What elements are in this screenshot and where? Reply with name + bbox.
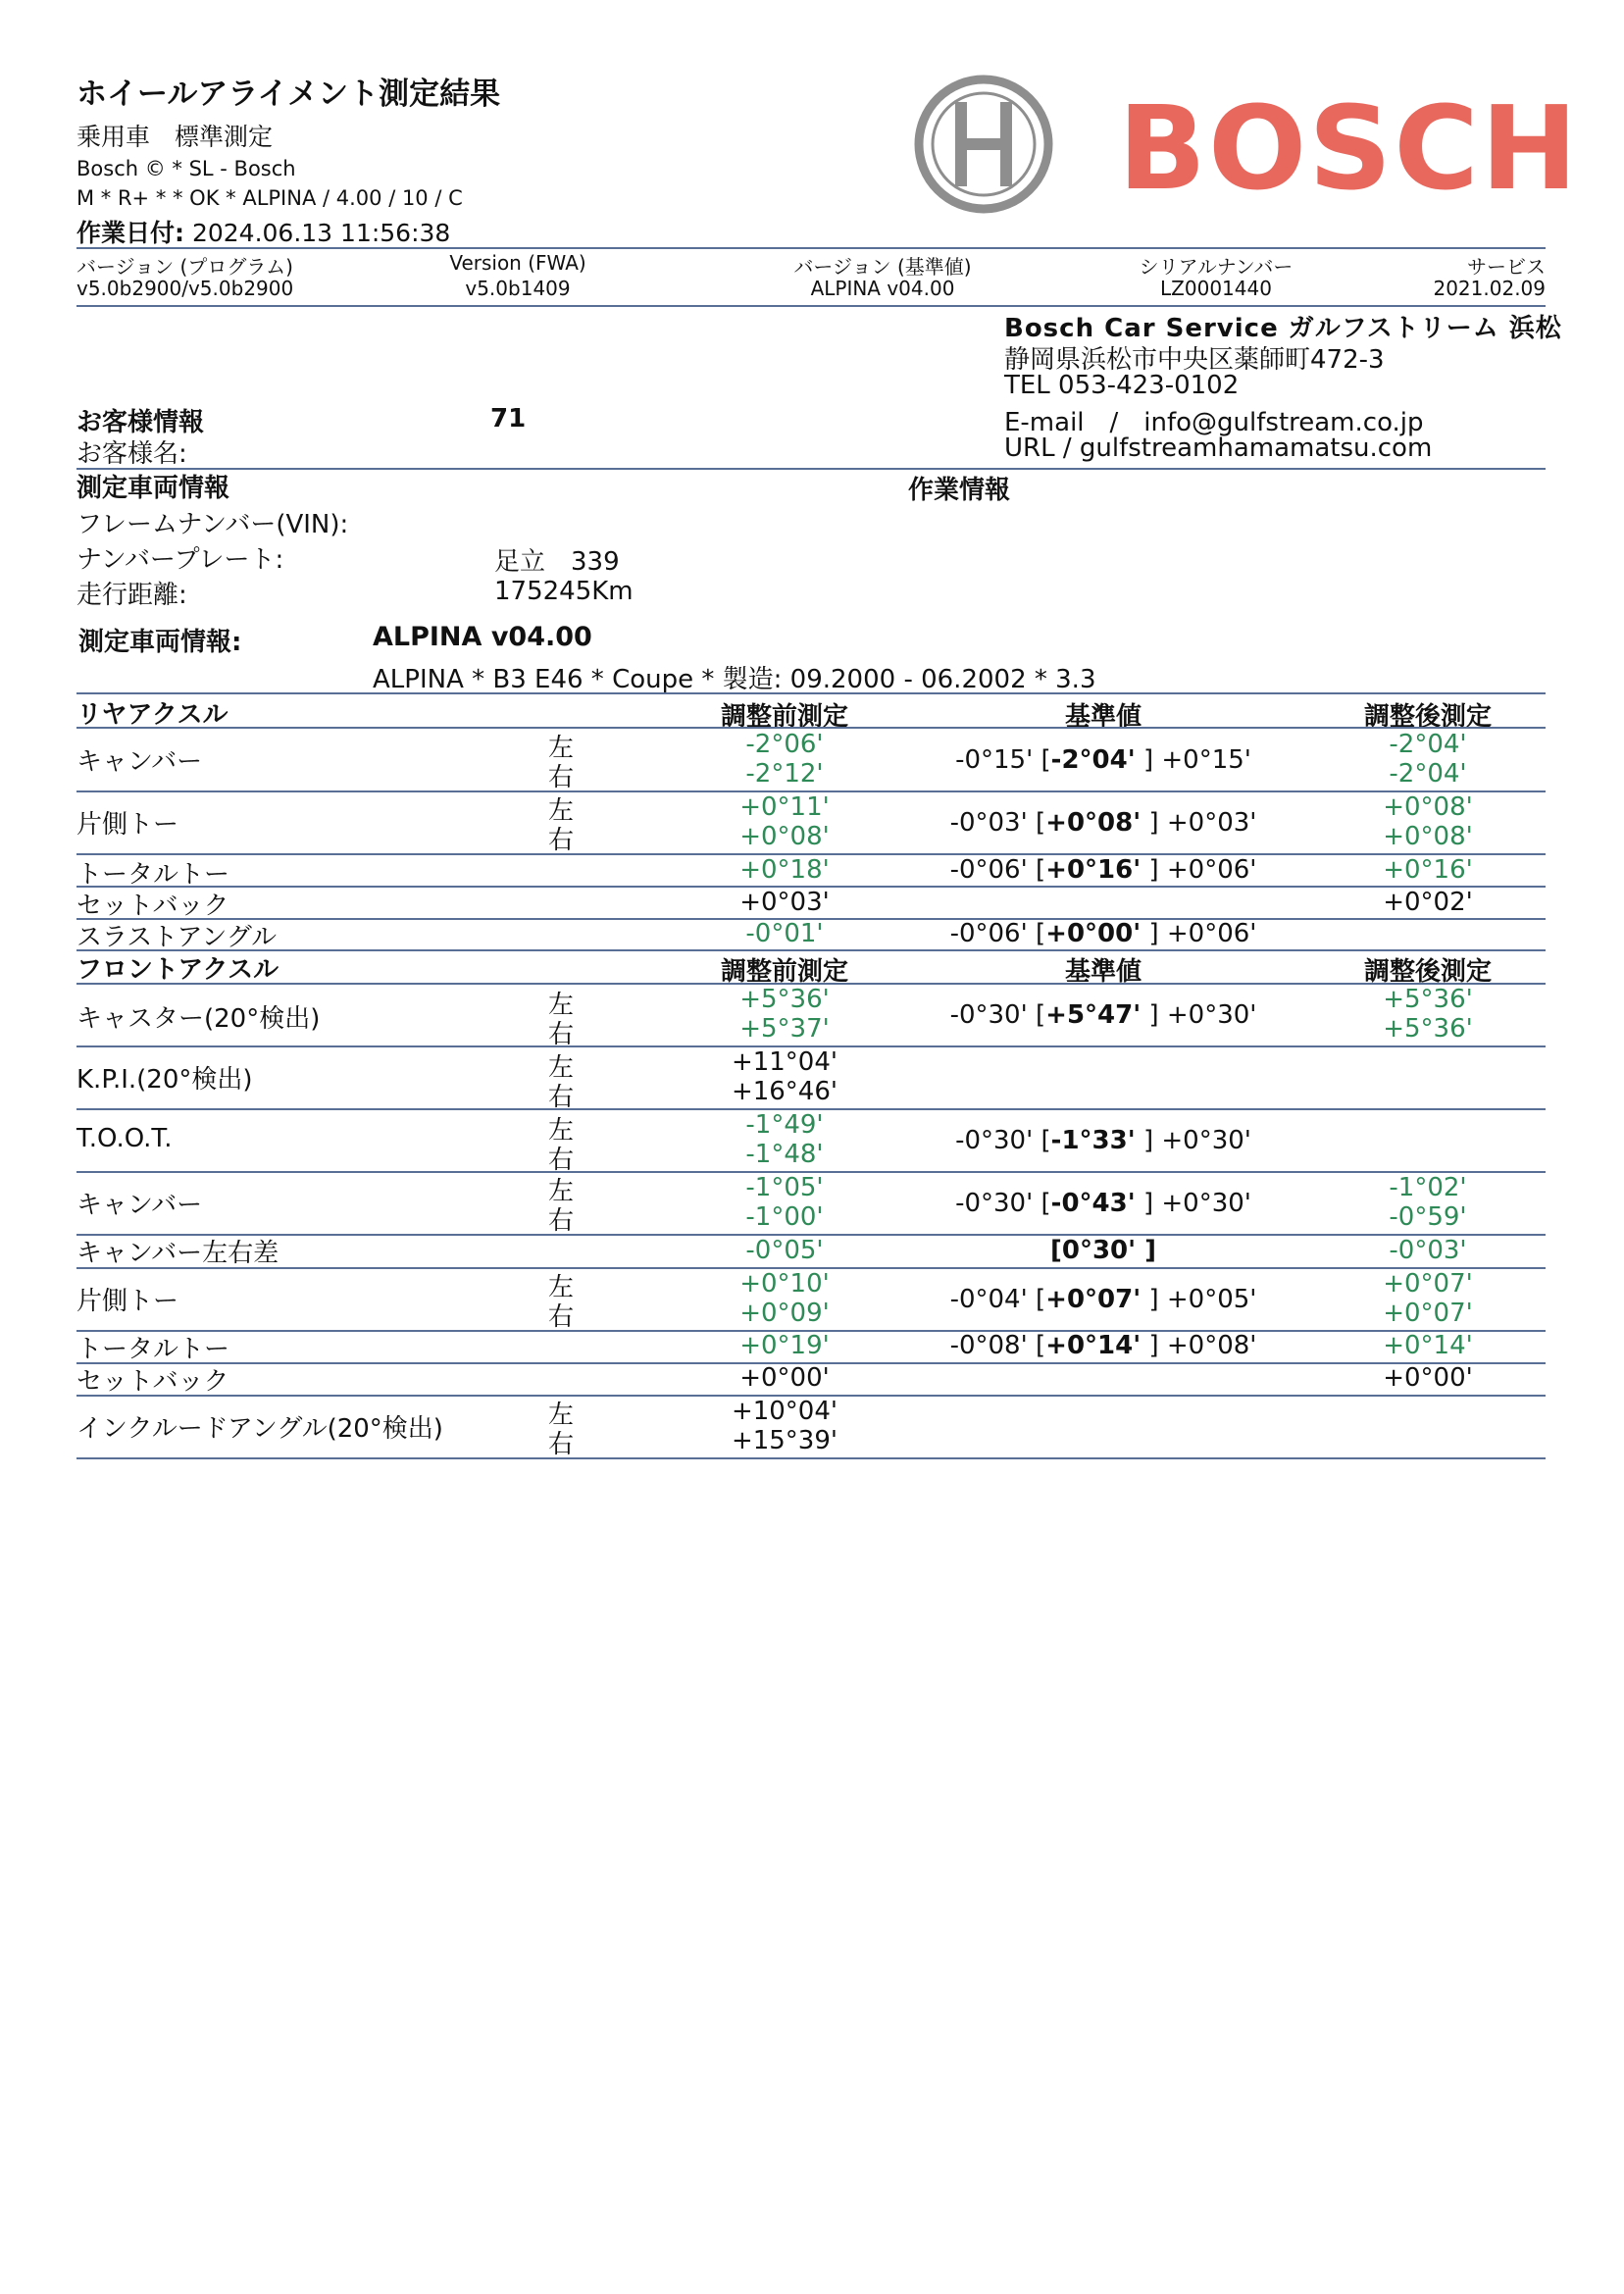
version-program-value: v5.0b2900/v5.0b2900 <box>76 277 294 300</box>
pre-value: -0°05' <box>745 1236 824 1265</box>
ref-range <box>917 745 1290 775</box>
row-name: インクルードアングル(20°検出) <box>76 1414 443 1444</box>
version-fwa-value: v5.0b1409 <box>465 277 571 300</box>
version-ref-value: ALPINA v04.00 <box>810 277 955 300</box>
front-axle-title: フロントアクスル <box>76 955 279 985</box>
divider <box>76 727 1546 729</box>
col-pre-header: 調整前測定 <box>720 702 848 732</box>
post-left: +5°36' <box>1383 985 1473 1014</box>
post-value: +0°14' <box>1383 1331 1473 1360</box>
ref-max: ] +0°30' <box>1135 1189 1251 1218</box>
vehicle-db-label: 測定車両情報: <box>78 628 242 657</box>
side-right: 右 <box>547 763 574 792</box>
post-left: -2°04' <box>1389 730 1467 759</box>
ref-range <box>917 808 1290 838</box>
ref-range <box>917 1285 1290 1314</box>
pre-left: +0°11' <box>739 792 830 822</box>
row-name: キャンバー <box>76 747 203 777</box>
shop-address: 静岡県浜松市中央区薬師町472-3 <box>1004 345 1385 375</box>
row-name: セットバック <box>76 892 229 921</box>
customer-info-value: 71 <box>490 404 527 433</box>
row-name: セットバック <box>76 1367 229 1397</box>
side-left: 左 <box>547 1401 574 1430</box>
row-name: スラストアングル <box>76 923 278 952</box>
side-left: 左 <box>547 796 574 826</box>
pre-value: +0°19' <box>739 1331 830 1360</box>
version-program-label: バージョン (プログラム) <box>76 255 293 279</box>
ref-nominal: +5°47' <box>1045 1000 1142 1030</box>
pre-left: +0°10' <box>739 1269 830 1299</box>
ref-nominal: +0°16' <box>1045 855 1142 885</box>
post-right: -0°59' <box>1389 1202 1467 1232</box>
version-fwa-label: Version (FWA) <box>449 251 586 275</box>
ref-nominal: -2°04' <box>1050 745 1136 775</box>
side-right: 右 <box>547 1146 574 1175</box>
pre-right: -1°48' <box>745 1140 824 1169</box>
ref-max: ] +0°03' <box>1141 808 1257 838</box>
col-pre-header: 調整前測定 <box>720 957 848 987</box>
ref-max: ] +0°15' <box>1135 745 1251 775</box>
ref-range <box>917 1189 1290 1218</box>
post-right: +5°36' <box>1383 1014 1473 1044</box>
ref-min: -0°30' [ <box>955 1189 1051 1218</box>
side-left: 左 <box>547 1177 574 1206</box>
divider <box>76 692 1546 694</box>
divider <box>76 468 1546 470</box>
ref-max: ] +0°06' <box>1141 855 1257 885</box>
col-ref-header: 基準値 <box>1064 702 1142 732</box>
col-ref-header: 基準値 <box>1064 957 1142 987</box>
ref-min: -0°03' [ <box>949 808 1046 838</box>
side-left: 左 <box>547 991 574 1020</box>
col-post-header: 調整後測定 <box>1363 957 1492 987</box>
customer-info-label: お客様情報 <box>76 408 205 437</box>
ref-nominal: +0°14' <box>1045 1331 1142 1360</box>
ref-max: ] +0°05' <box>1141 1285 1257 1314</box>
post-value: +0°16' <box>1383 855 1473 885</box>
ref-range <box>917 1331 1290 1360</box>
side-right: 右 <box>547 1302 574 1332</box>
shop-url: URL / gulfstreamhamamatsu.com <box>1004 433 1433 463</box>
ref-min: -0°04' [ <box>949 1285 1046 1314</box>
post-left: +0°07' <box>1383 1269 1473 1299</box>
work-date-value: 2024.06.13 11:56:38 <box>191 219 451 247</box>
report-title: ホイールアライメント測定結果 <box>76 76 501 112</box>
side-right: 右 <box>547 826 574 855</box>
ref-nominal: +0°07' <box>1045 1285 1142 1314</box>
post-value: +0°00' <box>1383 1363 1473 1393</box>
serial-value: LZ0001440 <box>1160 277 1272 300</box>
mileage-label: 走行距離: <box>76 581 187 610</box>
post-right: -2°04' <box>1389 759 1467 789</box>
ref-nominal: +0°08' <box>1045 808 1142 838</box>
pre-left: +11°04' <box>731 1047 838 1077</box>
pre-right: +16°46' <box>731 1077 838 1106</box>
ref-max: ] +0°30' <box>1141 1000 1257 1030</box>
col-post-header: 調整後測定 <box>1363 702 1492 732</box>
pre-right: -1°00' <box>745 1202 824 1232</box>
bosch-armature-icon <box>912 73 1055 216</box>
ref-min: -0°30' [ <box>949 1000 1046 1030</box>
rear-axle-title: リヤアクスル <box>76 700 228 730</box>
pre-left: +10°04' <box>731 1397 838 1426</box>
post-left: -1°02' <box>1389 1173 1467 1202</box>
divider <box>76 247 1546 249</box>
pre-right: +15°39' <box>731 1426 838 1455</box>
row-name: 片側トー <box>76 810 179 840</box>
ref-range <box>917 1000 1290 1030</box>
pre-right: -2°12' <box>745 759 824 789</box>
side-left: 左 <box>547 1273 574 1302</box>
serial-label: シリアルナンバー <box>1139 255 1294 279</box>
row-name: K.P.I.(20°検出) <box>76 1065 253 1095</box>
pre-value: +0°03' <box>739 888 830 917</box>
work-date-label: 作業日付: <box>76 219 184 247</box>
ref-max: ] +0°08' <box>1141 1331 1257 1360</box>
ref-max: ] +0°30' <box>1135 1126 1251 1155</box>
ref-max: ] +0°06' <box>1141 919 1257 948</box>
pre-value: +0°00' <box>739 1363 830 1393</box>
vehicle-db-value: ALPINA v04.00 <box>373 622 592 652</box>
row-name: キャスター(20°検出) <box>76 1004 321 1034</box>
service-value: 2021.02.09 <box>1433 277 1546 300</box>
pre-left: -2°06' <box>745 730 824 759</box>
ref-min: -0°06' [ <box>949 919 1046 948</box>
pre-value: -0°01' <box>745 919 824 948</box>
row-name: T.O.O.T. <box>76 1124 173 1153</box>
divider <box>76 305 1546 307</box>
divider <box>76 1457 1546 1459</box>
pre-value: +0°18' <box>739 855 830 885</box>
work-info-label: 作業情報 <box>908 476 1011 505</box>
vehicle-model: ALPINA * B3 E46 * Coupe * 製造: 09.2000 - 06.2002 * 3.3 <box>373 665 1096 694</box>
customer-name-label: お客様名: <box>76 439 187 469</box>
ref-range <box>917 919 1290 948</box>
shop-tel: TEL 053-423-0102 <box>1004 371 1240 400</box>
post-left: +0°08' <box>1383 792 1473 822</box>
ref-min: -0°08' [ <box>949 1331 1046 1360</box>
ref-range <box>917 855 1290 885</box>
pre-right: +0°09' <box>739 1299 830 1328</box>
row-name: トータルトー <box>76 1335 230 1364</box>
work-date <box>76 214 450 249</box>
shop-email: E-mail / info@gulfstream.co.jp <box>1004 408 1424 437</box>
brand-logo-text: BOSCH <box>1118 80 1580 216</box>
ref-nominal: -1°33' <box>1050 1126 1136 1155</box>
post-value: +0°02' <box>1383 888 1473 917</box>
ref-nominal: -0°43' <box>1050 1189 1136 1218</box>
side-right: 右 <box>547 1083 574 1112</box>
plate-label: ナンバープレート: <box>76 545 284 575</box>
ref-min: -0°30' [ <box>955 1126 1051 1155</box>
side-right: 右 <box>547 1430 574 1459</box>
vin-label: フレームナンバー(VIN): <box>76 510 349 539</box>
ref-min: -0°15' [ <box>955 745 1051 775</box>
plate-value: 足立 339 <box>494 547 620 577</box>
ref-range: [0°30' ] <box>1049 1236 1157 1265</box>
pre-right: +5°37' <box>739 1014 830 1044</box>
ref-min: -0°06' [ <box>949 855 1046 885</box>
side-left: 左 <box>547 1053 574 1083</box>
row-name: 片側トー <box>76 1287 179 1316</box>
side-left: 左 <box>547 1116 574 1146</box>
status-line: M * R+ * * OK * ALPINA / 4.00 / 10 / C <box>76 186 463 210</box>
mileage-value: 175245Km <box>494 577 634 606</box>
ref-range <box>917 1126 1290 1155</box>
side-right: 右 <box>547 1020 574 1049</box>
vehicle-section-label: 測定車両情報 <box>76 474 230 503</box>
shop-name: Bosch Car Service ガルフストリーム 浜松 <box>1004 314 1562 343</box>
pre-right: +0°08' <box>739 822 830 851</box>
side-left: 左 <box>547 734 574 763</box>
service-label: サービス <box>1467 255 1546 279</box>
ref-nominal: +0°00' <box>1045 919 1142 948</box>
post-right: +0°08' <box>1383 822 1473 851</box>
pre-left: -1°49' <box>745 1110 824 1140</box>
side-right: 右 <box>547 1206 574 1236</box>
row-name: トータルトー <box>76 860 230 890</box>
row-name: キャンバー <box>76 1191 203 1220</box>
system-line: Bosch © * SL - Bosch <box>76 157 296 180</box>
report-subtitle: 乗用車 標準測定 <box>76 123 274 151</box>
pre-left: +5°36' <box>739 985 830 1014</box>
row-name: キャンバー左右差 <box>76 1239 279 1268</box>
post-right: +0°07' <box>1383 1299 1473 1328</box>
version-ref-label: バージョン (基準値) <box>793 255 972 279</box>
post-value: -0°03' <box>1389 1236 1467 1265</box>
pre-left: -1°05' <box>745 1173 824 1202</box>
